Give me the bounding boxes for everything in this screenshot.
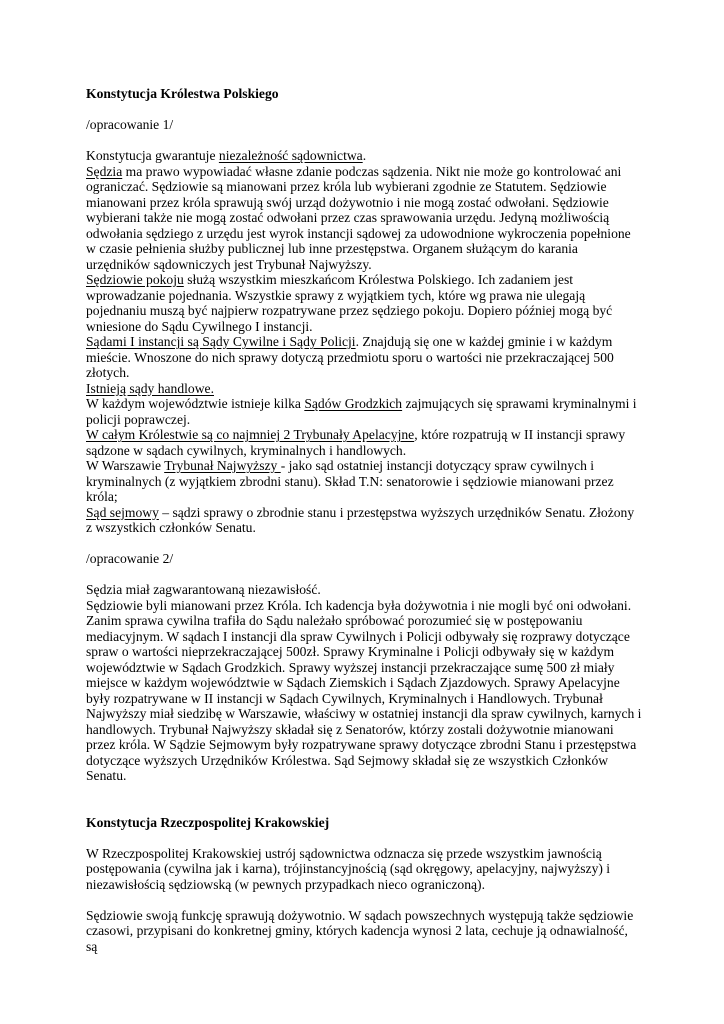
paragraph-trybunaly-apelacyjne: W całym Królestwie są co najmniej 2 Trybunały Apelacyjne, które rozpatrują w II instancji sprawy sądzone w sądach cywilnych, kryminalnych i handlowych. — [86, 427, 626, 458]
term-sedzia: Sędzia — [86, 163, 123, 179]
paragraph-sady-i-instancji: Sądami I instancji są Sądy Cywilne i Sądy Policji. Znajdują się one w każdej gminie i w każdym mieście. Wnoszone do nich sprawy dotyczą przedmiotu sporu o wartości nie przekraczającej 500 złotych. — [86, 334, 614, 380]
paragraph-sedzia: Sędzia ma prawo wypowiadać własne zdanie podczas sądzenia. Nikt nie może go kontrolować ani ograniczać. Sędziowie są mianowani przez króla lub wybierani zgodnie ze Statutem. Sędziowie mianowani przez króla sprawują swój urząd dożywotnio i nie mogą zostać odwołani. Sędziowie wybierani także nie mogą zostać odwołani przez czas sprawowania urzędu. Jedyną możliwością odwołania sędziego z urzędu jest wyrok instancji sądowej za udowodnione wykroczenia popełnione w czasie pełnienia służby publicznej lub inne przestępstwa. Organem służącym do karania urzędników sądowniczych jest Trybunał Najwyższy. — [86, 163, 631, 272]
term-sady-grodzkie: Sądów Grodzkich — [304, 396, 403, 411]
term-sady-i-instancji: Sądami I instancji są Sądy Cywilne i Sądy Policji — [86, 334, 356, 349]
section1-title: Konstytucja Królestwa Polskiego — [86, 86, 279, 101]
intro-underlined: niezależność sądownictwa — [218, 148, 363, 163]
term-trybunaly-apelacyjne: W całym Królestwie są co najmniej 2 Trybunały Apelacyjne — [86, 427, 415, 442]
section2-paragraph2: Sędziowie swoją funkcję sprawują dożywotnio. W sądach powszechnych występują także sędziowie czasowi, przypisani do konkretnej gminy, których kadencja wynosi 2 lata, cechuje ją odnawialność, są — [86, 907, 634, 954]
part2-line1: Sędzia miał zagwarantowaną niezawisłość. — [86, 582, 321, 597]
term-sedziowie-pokoju: Sędziowie pokoju — [86, 272, 184, 287]
paragraph-trybunal-najwyzszy: W Warszawie Trybunał Najwyższy - jako sąd ostatniej instancji dotyczący spraw cywilnych i kryminalnych (z wyjątkiem zbrodni stanu). Skład T.N: senatorowie i sędziowie mianowani przez króla; — [86, 458, 614, 504]
paragraph-sad-sejmowy: Sąd sejmowy – sądzi sprawy o zbrodnie stanu i przestępstwa wyższych urzędników Senatu. Złożony z wszystkich członków Senatu. — [86, 504, 635, 535]
section2-title: Konstytucja Rzeczpospolitej Krakowskiej — [86, 814, 330, 830]
section2-paragraph1: W Rzeczpospolitej Krakowskiej ustrój sądownictwa odznacza się przede wszystkim jawnością postępowania (cywilna jak i karna), trójinstancyjnością (sąd okręgowy, apelacyjny, najwyższy) i niezawisłością sędziowską (w pewnych przypadkach nieco ograniczoną). — [86, 845, 611, 892]
intro-paragraph: Konstytucja gwarantuje niezależność sądownictwa. — [86, 148, 367, 163]
term-sady-handlowe: Istnieją sądy handlowe. — [86, 380, 214, 396]
term-trybunal-najwyzszy: Trybunał Najwyższy — [164, 458, 281, 473]
part2-paragraph: Sędziowie byli mianowani przez Króla. Ich kadencja była dożywotnia i nie mogli być oni odwołani. Zanim sprawa cywilna trafiła do Sądu należało spróbować porozumieć się w postępowaniu mediacyjnym. W sądach I instancji dla spraw Cywilnych i Policji odbywały się rozprawy dotyczące spraw o wartości nieprzekraczającej 500zł. Sprawy Kryminalne i Policji odbywały się w każdym województwie w Sądach Grodzkich. Sprawy wyższej instancji przekraczające sumę 500 zł miały miejsce w każdym województwie w Sądach Ziemskich i Sądach Zjazdowych. Sprawy Apelacyjne były rozpatrywane w II instancji w Sądach Cywilnych, Kryminalnych i Handlowych. Trybunał Najwyższy miał siedzibę w Warszawie, właściwy w ostatniej instancji dla spraw cywilnych, karnych i handlowych. Trybunał Najwyższy składał się z Senatorów, którzy zostali dożywotnie mianowani przez króla. W Sądzie Sejmowym były rozpatrywane sprawy dotyczące zbrodni Stanu i przestępstwa dotyczące wyższych Urzędników Królestwa. Sąd Sejmowy składał się ze wszystkich Członków Senatu. — [86, 597, 642, 783]
paragraph-sedziowie-pokoju: Sędziowie pokoju służą wszystkim mieszkańcom Królestwa Polskiego. Ich zadaniem jest wprowadzanie pojednania. Wszystkie sprawy z wyjątkiem tych, które wg prawa nie ulegają pojednaniu muszą być najpierw rozpatrywane przez sędziego pokoju. Dopiero później mogą być wniesione do Sądu Cywilnego I instancji. — [86, 272, 613, 334]
paragraph-sady-handlowe — [86, 381, 642, 397]
document-body — [86, 86, 642, 954]
term-sad-sejmowy: Sąd sejmowy — [86, 504, 159, 520]
part2-label: /opracowanie 2/ — [86, 551, 174, 566]
paragraph-sady-grodzkie: W każdym województwie istnieje kilka Sądów Grodzkich zajmujących się sprawami kryminalnymi i policji poprawczej. — [86, 396, 637, 427]
part1-label: /opracowanie 1/ — [86, 117, 174, 132]
